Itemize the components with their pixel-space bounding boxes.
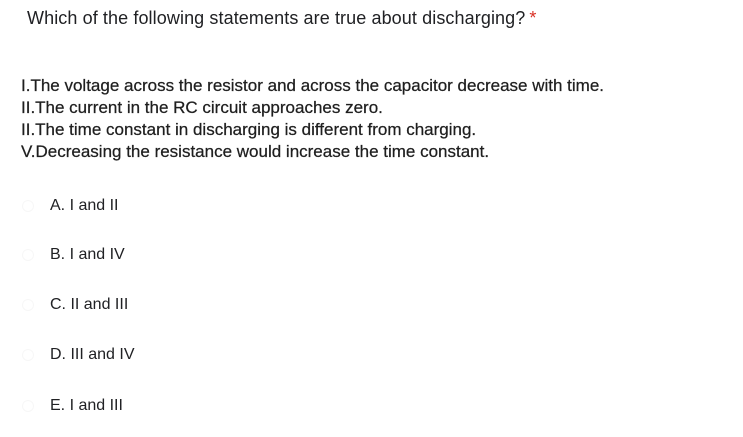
required-marker: * (529, 8, 537, 28)
radio-button-icon[interactable] (22, 249, 34, 261)
radio-button-icon[interactable] (22, 299, 34, 311)
statement-1: I.The voltage across the resistor and across the capacitor decrease with time. (21, 76, 604, 95)
option-label: C. II and III (50, 296, 129, 313)
option-e[interactable] (22, 391, 282, 421)
radio-button-icon[interactable] (22, 200, 34, 212)
option-a[interactable] (22, 191, 282, 221)
option-c[interactable] (22, 290, 282, 320)
option-label: E. I and III (50, 397, 123, 414)
radio-button-icon[interactable] (22, 349, 34, 361)
option-d[interactable] (22, 340, 282, 370)
radio-button-icon[interactable] (22, 400, 34, 412)
statement-2: II.The current in the RC circuit approaches zero. (21, 98, 383, 117)
statement-4: V.Decreasing the resistance would increase the time constant. (21, 142, 490, 161)
option-b[interactable] (22, 240, 282, 270)
statement-3: II.The time constant in discharging is different from charging. (21, 120, 477, 139)
question-text: Which of the following statements are true about discharging? (27, 8, 526, 28)
option-label: A. I and II (50, 197, 119, 214)
option-label: D. III and IV (50, 346, 135, 363)
option-label: B. I and IV (50, 246, 125, 263)
